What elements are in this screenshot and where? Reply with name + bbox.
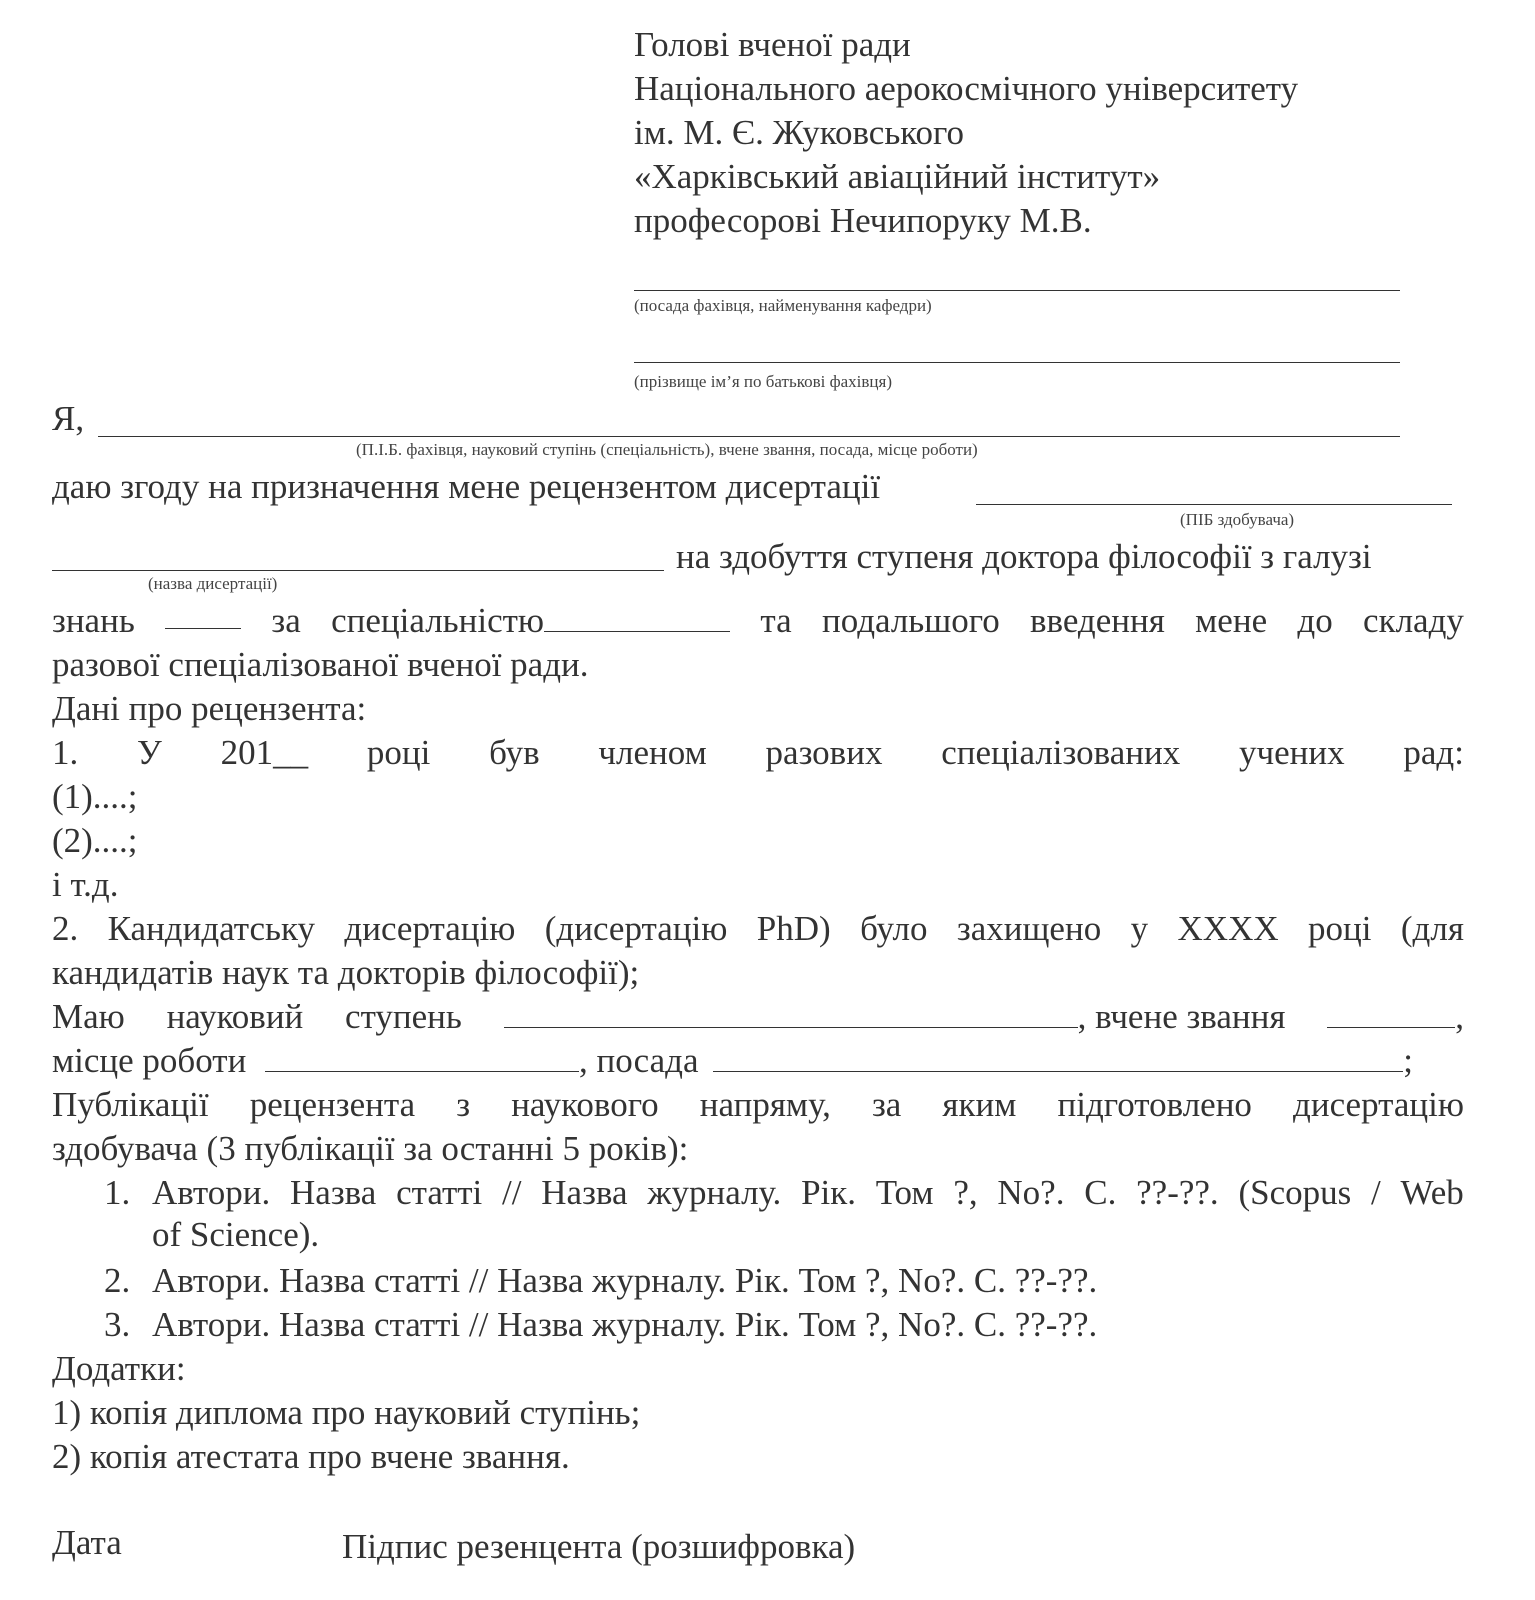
item2-word: Кандидатську (107, 909, 316, 948)
workplace-label: місце роботи (52, 1041, 247, 1080)
item2-word: 2. (52, 909, 79, 948)
workplace-blank[interactable] (265, 1043, 579, 1072)
item1-sub-2: (2)....; (52, 821, 138, 860)
pub1-word: ?, (953, 1173, 978, 1212)
znan-word: знань (52, 601, 135, 640)
pubs-intro-continuation: здобувача (3 публікації за останні 5 років): (52, 1129, 689, 1168)
pub1-word: Автори. (152, 1173, 271, 1212)
knowledge-field-line (52, 600, 1464, 642)
addressee-line-1: Голові вченої ради (634, 25, 911, 64)
data-header: Дані про рецензента: (52, 689, 367, 728)
pub1-word: (Scopus (1238, 1173, 1352, 1212)
degree-line (52, 996, 1464, 1038)
degree-field-text: на здобуття ступеня доктора філософії з галузі (676, 537, 1372, 576)
item2-word: році (1308, 909, 1372, 948)
publication-2-number: 2. (104, 1261, 131, 1300)
item1-year[interactable]: 201__ (220, 733, 309, 772)
position-blank[interactable] (713, 1043, 1403, 1072)
publication-3: Автори. Назва статті // Назва журналу. Рік. Том ?, No?. С. ??-??. (152, 1305, 1098, 1344)
fullname-blank-line[interactable] (634, 362, 1400, 363)
position-label: , посада (579, 1041, 699, 1080)
publication-1 (152, 1172, 1464, 1214)
pub1-word: журналу. (647, 1173, 782, 1212)
pubs-word: рецензента (249, 1085, 416, 1124)
pubs-word: підготовлено (1057, 1085, 1252, 1124)
ya-label: Я, (52, 399, 85, 438)
degree-group (504, 996, 1286, 1038)
item1-word: рад: (1403, 733, 1464, 772)
item1-word: учених (1238, 733, 1345, 772)
item2-word: захищено (956, 909, 1102, 948)
comma: , (1455, 997, 1464, 1036)
thesis-title-blank-line[interactable] (52, 570, 664, 571)
publication-1-number: 1. (104, 1173, 131, 1212)
pubs-word: дисертацію (1293, 1085, 1464, 1124)
pubs-word: наукового (511, 1085, 659, 1124)
naukovyi-word: науковий (166, 997, 304, 1036)
item2-line (52, 908, 1464, 950)
applicant-blank-line[interactable] (976, 504, 1452, 505)
skladu-word: складу (1363, 601, 1464, 640)
semicolon: ; (1403, 1041, 1413, 1080)
ta-word: та (760, 601, 792, 640)
attachment-1: 1) копія диплома про науковий ступінь; (52, 1393, 641, 1432)
speciality-group (331, 600, 730, 642)
pubs-word: за (871, 1085, 902, 1124)
za-word: за (271, 601, 301, 640)
position-hint: (посада фахівця, найменування кафедри) (634, 296, 932, 315)
fullname-hint: (прізвище ім’я по батькові фахівця) (634, 372, 892, 391)
maiu-word: Маю (52, 997, 125, 1036)
item2-continuation: кандидатів наук та докторів філософії); (52, 953, 640, 992)
addressee-line-3: ім. М. Є. Жуковського (634, 113, 965, 152)
reviewer-info-blank-line[interactable] (98, 436, 1400, 437)
pubs-word: з (456, 1085, 471, 1124)
publication-2: Автори. Назва статті // Назва журналу. Рік. Том ?, No?. С. ??-??. (152, 1261, 1098, 1300)
pub1-word: No?. (997, 1173, 1065, 1212)
mene-word: мене (1195, 601, 1268, 640)
do-word: до (1297, 601, 1333, 640)
publication-3-number: 3. (104, 1305, 131, 1344)
speciality-blank[interactable] (544, 603, 730, 632)
workplace-line (52, 1040, 1464, 1082)
speciality-word: спеціальністю (331, 601, 545, 640)
item1-word: У (137, 733, 162, 772)
item1-word: членом (598, 733, 707, 772)
item2-word: дисертацію (344, 909, 516, 948)
addressee-line-4: «Харківський авіаційний інститут» (634, 157, 1161, 196)
item1-word: спеціалізованих (941, 733, 1181, 772)
pub1-word: С. (1084, 1173, 1117, 1212)
item1-line (52, 732, 1464, 774)
pubs-word: напряму, (699, 1085, 831, 1124)
pub1-word: Назва (541, 1173, 628, 1212)
pub1-word: ??-??. (1136, 1173, 1219, 1212)
pubs-intro-line (52, 1084, 1464, 1126)
pubs-word: яким (942, 1085, 1017, 1124)
publication-1-continuation: of Science). (152, 1215, 320, 1254)
pub1-word: Том (875, 1173, 934, 1212)
academic-title-label: , вчене звання (1077, 997, 1286, 1036)
attachments-title: Додатки: (52, 1349, 186, 1388)
addressee-line-2: Національного аерокосмічного університету (634, 69, 1299, 108)
item1-word: році (366, 733, 431, 772)
pib-full-hint: (П.І.Б. фахівця, науковий ступінь (спеціальність), вчене звання, посада, місце роботи) (356, 440, 978, 459)
podalshoho-word: подальшого (821, 601, 1000, 640)
field-code-blank[interactable] (165, 600, 241, 629)
pub1-word: Web (1400, 1173, 1464, 1212)
attachment-2: 2) копія атестата про вчене звання. (52, 1437, 570, 1476)
signature-label: Підпис резенцента (розшифровка) (342, 1527, 856, 1566)
pub1-word: Рік. (801, 1173, 857, 1212)
pub1-word: // (502, 1173, 522, 1212)
pub1-word: статті (396, 1173, 483, 1212)
etc-text: і т.д. (52, 865, 119, 904)
item1-sub-1: (1)....; (52, 777, 138, 816)
item2-word: було (860, 909, 928, 948)
thesis-title-hint: (назва дисертації) (148, 574, 278, 593)
item2-word: (для (1400, 909, 1464, 948)
council-text: разової спеціалізованої вченої ради. (52, 645, 589, 684)
item2-word: у (1130, 909, 1149, 948)
date-label: Дата (52, 1523, 122, 1562)
addressee-line-5: професорові Нечипоруку М.В. (634, 201, 1092, 240)
pub1-word: Назва (290, 1173, 377, 1212)
item1-word: разових (765, 733, 883, 772)
academic-title-group (1327, 996, 1464, 1038)
item2-year: XXXX (1177, 909, 1279, 948)
pubs-word: Публікації (52, 1085, 209, 1124)
item2-word: (дисертацію (544, 909, 728, 948)
item1-word: був (489, 733, 540, 772)
applicant-hint: (ПІБ здобувача) (1180, 510, 1295, 529)
item2-word: PhD) (756, 909, 831, 948)
position-blank-line[interactable] (634, 290, 1400, 291)
stupen-word: ступень (345, 997, 462, 1036)
pub1-word: / (1371, 1173, 1381, 1212)
degree-blank[interactable] (504, 999, 1078, 1028)
academic-title-blank[interactable] (1327, 999, 1455, 1028)
vvedennia-word: введення (1030, 601, 1165, 640)
consent-text: даю згоду на призначення мене рецензентом дисертації (52, 467, 881, 506)
item1-word: 1. (52, 733, 79, 772)
